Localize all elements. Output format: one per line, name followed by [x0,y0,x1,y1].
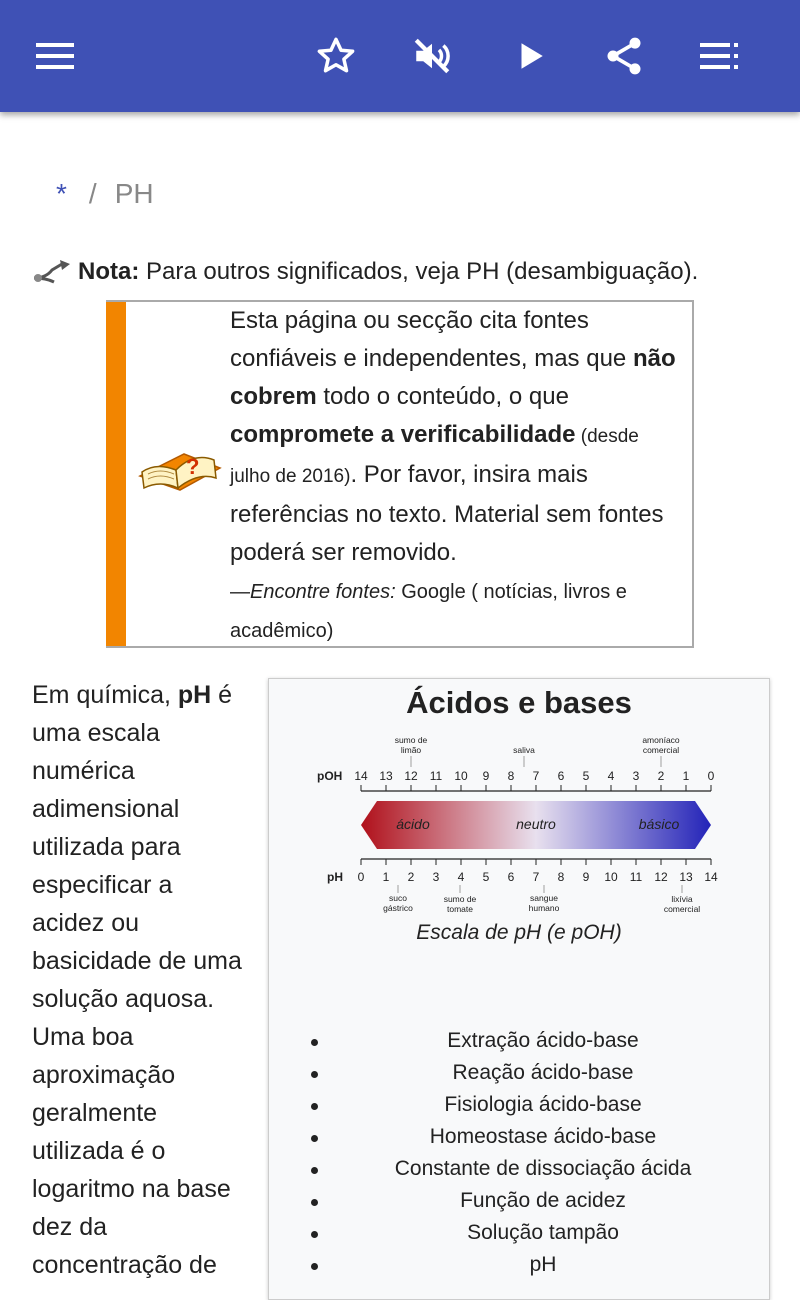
infobox-link-item[interactable]: Extração ácido-base [269,1025,769,1057]
annotation-lemon-1: sumo de [394,735,428,745]
find-dash: — [230,581,250,603]
poh-axis-label: pOH [317,769,343,783]
infobox-link-list [269,1025,769,1281]
ph-tick-label: 10 [604,870,618,884]
poh-tick-label: 10 [454,769,468,783]
poh-tick-label: 1 [682,769,690,783]
app-toolbar [0,0,800,112]
infobox-acids-bases [268,678,770,1300]
infobox-link-item[interactable]: Solução tampão [269,1217,769,1249]
infobox-link-item[interactable]: pH [269,1249,769,1281]
infobox-caption: Escala de pH (e pOH) [416,921,622,944]
annotation-ammonia-2: comercial [642,745,680,755]
find-sources-label: Encontre fontes: [250,581,396,603]
ph-tick-label: 8 [557,870,565,884]
article-bold-ph: pH [177,681,212,709]
article-paragraph [32,676,244,1284]
share-icon[interactable] [596,28,652,84]
annotation-tomato-1: sumo de [443,894,477,904]
notice-bold-2: compromete a verificabilidade [230,421,576,448]
poh-tick-label: 13 [379,769,393,783]
basic-label: básico [638,816,680,832]
notice-p3: . Por favor, insira mais referências no texto. Material sem fontes poderá ser removido. [230,461,664,566]
ph-tick-label: 3 [432,870,440,884]
notice-p1: Esta página ou secção cita fontes confiáveis e independentes, mas que [230,307,633,372]
breadcrumb-current: PH [114,178,154,209]
breadcrumb [56,178,154,210]
find-sources-links[interactable]: Google ( notícias, livros e acadêmico) [230,581,627,642]
annotation-tomato-2: tomate [447,904,473,914]
poh-tick-label: 3 [632,769,640,783]
acid-label: ácido [396,816,430,832]
infobox-link-item[interactable]: Homeostase ácido-base [269,1121,769,1153]
star-outline-icon[interactable] [308,28,364,84]
ph-tick-label: 12 [654,870,668,884]
poh-tick-label: 7 [532,769,540,783]
poh-tick-label: 0 [707,769,715,783]
ph-tick-label: 2 [407,870,415,884]
ph-scale-diagram [309,729,729,919]
poh-tick-label: 12 [404,769,418,783]
breadcrumb-home[interactable]: * [56,178,67,209]
ph-tick-label: 9 [582,870,590,884]
article-text-1: Em química, [32,681,178,709]
notice-accent-bar [106,302,126,646]
play-icon[interactable] [502,28,558,84]
list-icon[interactable] [692,28,748,84]
annotation-bleach-1: lixívia [671,894,693,904]
poh-tick-label: 6 [557,769,565,783]
ph-tick-label: 14 [704,870,718,884]
article-text-2: é uma escala numérica adimensional utilizada para especificar a acidez ou basicidade de uma solução aquosa. Uma boa aproximação geralmente utilizada é o logaritmo na base dez da concentração de [32,681,242,1279]
top-annotations [395,735,680,767]
notice-bold-1: não cobrem [230,345,676,410]
volume-off-icon[interactable] [404,28,460,84]
annotation-blood-1: sangue [530,893,558,903]
poh-tick-label: 5 [582,769,590,783]
book-question-icon [136,432,224,508]
infobox-title: Ácidos e bases [406,685,632,720]
bottom-annotations [383,885,700,914]
annotation-bleach-2: comercial [663,904,701,914]
ph-ticks [358,859,718,884]
poh-tick-label: 14 [354,769,368,783]
svg-text:?: ? [186,454,200,479]
infobox-link-item[interactable]: Constante de dissociação ácida [269,1153,769,1185]
annotation-blood-2: humano [528,903,560,913]
breadcrumb-separator: / [88,178,97,209]
annotation-saliva: saliva [513,745,535,755]
menu-icon[interactable] [28,28,84,84]
poh-tick-label: 8 [507,769,515,783]
poh-tick-label: 2 [657,769,665,783]
poh-tick-label: 11 [429,769,443,783]
neutral-label: neutro [516,816,556,832]
ph-tick-label: 13 [679,870,693,884]
ph-tick-label: 0 [357,870,365,884]
ph-tick-label: 7 [532,870,540,884]
ph-tick-label: 4 [457,870,465,884]
note-label: Nota: [78,258,140,285]
infobox-link-item[interactable]: Reação ácido-base [269,1057,769,1089]
poh-tick-label: 4 [607,769,615,783]
annotation-gastric-1: suco [389,893,407,903]
annotation-gastric-2: gástrico [383,903,413,913]
ph-tick-label: 11 [629,870,643,884]
disambiguation-icon [32,258,74,290]
annotation-ammonia-1: amoníaco [642,735,680,745]
ph-tick-label: 1 [382,870,390,884]
disambiguation-note [32,258,792,286]
infobox-link-item[interactable]: Função de acidez [269,1185,769,1217]
ph-axis-label: pH [327,870,343,884]
notice-p2: todo o conteúdo, o que [316,383,569,410]
ph-tick-label: 5 [482,870,490,884]
notice-date: (desde julho de 2016) [230,426,639,487]
poh-ticks [354,769,714,791]
annotation-lemon-2: limão [400,745,422,755]
maintenance-notice [106,300,694,648]
infobox-link-item[interactable]: Fisiologia ácido-base [269,1089,769,1121]
note-text[interactable]: Para outros significados, veja PH (desambiguação). [139,258,699,285]
ph-tick-label: 6 [507,870,515,884]
poh-tick-label: 9 [482,769,490,783]
notice-text [230,302,680,650]
